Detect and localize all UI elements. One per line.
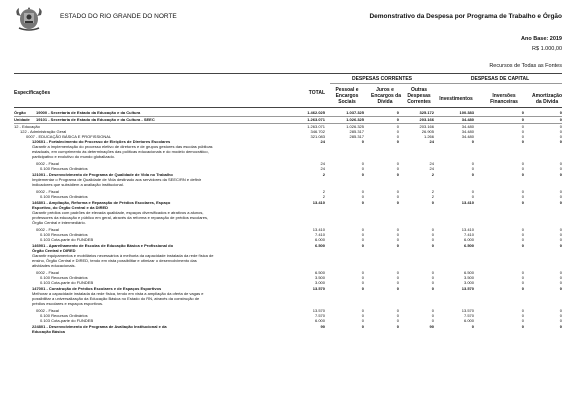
cell-inversoes: 0	[521, 139, 524, 144]
cell-juros: 0	[396, 275, 399, 280]
row-text: atividades educacionais.	[32, 263, 76, 268]
row-text: 0002 - Fiscal	[36, 227, 59, 232]
col-juros: Juros e Encargos da Dívida	[371, 87, 402, 105]
cell-outras: 1.266	[423, 134, 434, 139]
cell-investimentos: 0	[471, 194, 474, 199]
cell-juros: 0	[396, 318, 399, 323]
cell-total: 1.263.071	[307, 124, 325, 129]
cell-inversoes: 0	[521, 280, 524, 285]
cell-pessoal: 0	[361, 200, 364, 205]
cell-amortizacao: 0	[559, 134, 562, 139]
cell-total: 13.410	[312, 200, 325, 205]
cell-outras: 0	[431, 308, 434, 313]
cell-total: 13.570	[312, 286, 325, 291]
cell-inversoes: 0	[521, 166, 524, 171]
cell-amortizacao: 0	[559, 189, 562, 194]
cell-pessoal: 0	[361, 318, 364, 323]
cell-amortizacao: 0	[559, 324, 562, 329]
cell-amortizacao: 0	[559, 124, 562, 129]
cell-amortizacao: 0	[559, 270, 562, 275]
cell-total: 24	[320, 166, 325, 171]
row-text: 0002 - Fiscal	[36, 270, 59, 275]
row-text: 19101 - Secretaria de Estado da Educação e da Cultura - SEEC	[36, 117, 155, 122]
cell-amortizacao: 0	[559, 275, 562, 280]
cell-outras: 0	[431, 318, 434, 323]
cell-total: 1.462.025	[307, 110, 325, 115]
col-investimentos: Investimentos	[439, 96, 473, 102]
cell-total: 24	[320, 161, 325, 166]
cell-investimentos: 0	[471, 189, 474, 194]
cell-pessoal: 0	[361, 194, 364, 199]
cell-juros: 0	[396, 189, 399, 194]
cell-pessoal: 0	[361, 275, 364, 280]
cell-investimentos: 6.000	[463, 237, 474, 242]
cell-total: 6.000	[314, 318, 325, 323]
cell-pessoal: 0	[361, 270, 364, 275]
cell-inversoes: 0	[521, 134, 524, 139]
cell-amortizacao: 0	[559, 286, 562, 291]
currency-unit: R$ 1.000,00	[532, 46, 562, 52]
cell-inversoes: 0	[521, 110, 524, 115]
cell-amortizacao: 0	[559, 243, 562, 248]
cell-total: 6.500	[314, 270, 325, 275]
state-name: ESTADO DO RIO GRANDE DO NORTE	[60, 13, 177, 20]
cell-juros: 0	[396, 324, 399, 329]
cell-investimentos: 0	[471, 161, 474, 166]
cell-pessoal: 0	[361, 286, 364, 291]
cell-pessoal: 285.317	[349, 134, 364, 139]
cell-investimentos: 6.000	[463, 318, 474, 323]
cell-investimentos: 0	[471, 166, 474, 171]
cell-pessoal: 0	[361, 313, 364, 318]
cell-investimentos: 6.500	[463, 243, 474, 248]
cell-juros: 0	[396, 110, 399, 115]
row-text: participativo e evolutivo do mundo globalizado.	[32, 154, 115, 159]
report-title: Demonstrativo da Despesa por Programa de Trabalho e Órgão	[369, 13, 562, 20]
cell-pessoal: 1.026.325	[346, 124, 364, 129]
row-text: indicadores que subsidiem a avaliação institucional.	[32, 182, 124, 187]
cell-total: 7.570	[314, 313, 325, 318]
cell-juros: 0	[396, 232, 399, 237]
row-text: Órgão Central e intermediário.	[32, 220, 86, 225]
cell-inversoes: 0	[521, 232, 524, 237]
cell-investimentos: 100.383	[459, 110, 474, 115]
action-sub-a5	[0, 318, 585, 323]
cell-juros: 0	[396, 308, 399, 313]
col-pessoal: Pessoal e Encargos Sociais	[335, 87, 359, 105]
cell-outras: 0	[431, 200, 434, 205]
cell-inversoes: 0	[521, 313, 524, 318]
cell-total: 2	[322, 189, 325, 194]
cell-outras: 0	[431, 237, 434, 242]
row-text: 0.103 Cota-parte do FUNDEB	[40, 237, 94, 242]
cell-juros: 0	[396, 124, 399, 129]
state-coat-of-arms-icon	[14, 6, 44, 32]
cell-pessoal: 0	[361, 280, 364, 285]
row-text: 0.100 Recursos Ordinários	[40, 166, 88, 171]
cell-pessoal: 285.317	[349, 129, 364, 134]
action-desc-a3	[0, 220, 585, 225]
cell-outras: 0	[431, 227, 434, 232]
row-kind-label: Órgão	[14, 110, 26, 115]
cell-investimentos: 0	[471, 172, 474, 177]
cell-investimentos: 6.500	[463, 270, 474, 275]
action-desc-a5	[0, 301, 585, 306]
cell-amortizacao: 0	[559, 200, 562, 205]
cell-amortizacao: 0	[559, 227, 562, 232]
cell-inversoes: 0	[521, 200, 524, 205]
cell-pessoal: 1.037.325	[346, 110, 364, 115]
cell-total: 13.570	[312, 308, 325, 313]
row-kind-label: Unidade	[14, 117, 30, 122]
action-title-a6	[0, 329, 585, 334]
row-text: 146801 - Ampliação, Reforma e Reparação de Prédios Escolares, Espaço	[32, 200, 171, 205]
cell-juros: 0	[396, 161, 399, 166]
cell-investimentos: 13.410	[461, 227, 474, 232]
cell-juros: 0	[396, 270, 399, 275]
row-text: 224801 - Desenvolvimento de Programa de Avaliação Institucional e da	[32, 324, 167, 329]
cell-juros: 0	[396, 227, 399, 232]
row-text: Educação Básica	[32, 329, 65, 334]
cell-pessoal: 0	[361, 189, 364, 194]
cell-inversoes: 0	[521, 308, 524, 313]
cell-juros: 0	[396, 313, 399, 318]
cell-pessoal: 1.026.325	[346, 117, 364, 122]
row-text: 0002 - Fiscal	[36, 308, 59, 313]
cell-outras: 24	[429, 166, 434, 171]
cell-pessoal: 0	[361, 172, 364, 177]
cell-amortizacao: 0	[559, 308, 562, 313]
cell-amortizacao: 0	[559, 117, 562, 122]
row-text: 120601 - Fortalecimento do Processo de Eleições de Diretores Escolares	[32, 139, 171, 144]
cell-investimentos: 0	[471, 139, 474, 144]
cell-juros: 0	[396, 134, 399, 139]
header-top-rule	[14, 73, 562, 74]
cell-inversoes: 0	[521, 318, 524, 323]
cell-pessoal: 0	[361, 139, 364, 144]
cell-amortizacao: 0	[559, 280, 562, 285]
cell-total: 2	[322, 172, 325, 177]
action-sub-a1	[0, 166, 585, 171]
cell-inversoes: 0	[521, 161, 524, 166]
row-text: Garantir prédios com padrões de elevada qualidade, espaços diversificados e atrativos a alunos,	[32, 210, 204, 215]
cell-outras: 0	[431, 286, 434, 291]
action-desc-a4	[0, 263, 585, 268]
cell-juros: 0	[396, 172, 399, 177]
cell-outras: 24	[429, 161, 434, 166]
cell-investimentos: 34.480	[461, 124, 474, 129]
cell-investimentos: 0	[471, 324, 474, 329]
row-text: 19000 - Secretaria de Estado da Educação e da Cultura	[36, 110, 141, 115]
col-especificacoes: Especificações	[14, 90, 51, 96]
cell-total: 346.702	[310, 129, 325, 134]
cell-outras: 26.905	[421, 129, 434, 134]
row-text: Melhorar a capacidade instalada da rede física, tendo em vista a ampliação da oferta de vagas e	[32, 291, 204, 296]
cell-investimentos: 3.000	[463, 280, 474, 285]
row-text: 0.103 Cota-parte do FUNDEB	[40, 280, 94, 285]
cell-inversoes: 0	[521, 324, 524, 329]
cell-pessoal: 0	[361, 161, 364, 166]
cell-inversoes: 0	[521, 270, 524, 275]
cell-juros: 0	[396, 117, 399, 122]
header-bottom-rule	[14, 107, 562, 108]
cell-outras: 0	[431, 232, 434, 237]
cell-outras: 2	[431, 172, 434, 177]
orgao-row	[0, 110, 585, 115]
cell-investimentos: 7.410	[463, 232, 474, 237]
cell-investimentos: 13.570	[461, 286, 474, 291]
action-sub-a2	[0, 194, 585, 199]
cell-outras: 2	[431, 194, 434, 199]
cell-outras: 0	[431, 270, 434, 275]
row-text: 0.103 Cota-parte do FUNDEB	[40, 318, 94, 323]
row-text: 146901 - Aparelhamento de Escolas de Educação Básica e Profissional do	[32, 243, 174, 248]
row-text: 0.100 Recursos Ordinários	[40, 275, 88, 280]
unidade-row	[0, 117, 585, 122]
cell-pessoal: 0	[361, 227, 364, 232]
cell-juros: 0	[396, 243, 399, 248]
row-text: 0002 - Fiscal	[36, 161, 59, 166]
cell-outras: 2	[431, 189, 434, 194]
cell-amortizacao: 0	[559, 129, 562, 134]
cell-inversoes: 0	[521, 189, 524, 194]
cell-outras: 0	[431, 243, 434, 248]
cell-amortizacao: 0	[559, 161, 562, 166]
group-rule	[330, 83, 562, 84]
row-text: Garantir equipamentos e mobiliários necessários à melhoria da capacidade instalada da rede física de	[32, 253, 214, 258]
cell-outras: 90	[429, 324, 434, 329]
cell-outras: 0	[431, 280, 434, 285]
col-inversoes: Inversões Financeiras	[490, 93, 518, 105]
row-text: 12 - Educação	[14, 124, 40, 129]
row-text: 0.100 Recursos Ordinários	[40, 232, 88, 237]
cell-pessoal: 0	[361, 237, 364, 242]
cell-juros: 0	[396, 237, 399, 242]
cell-juros: 0	[396, 286, 399, 291]
row-text: professores da educação e público em geral, através da reforma e reparação de prédios escolares,	[32, 215, 209, 220]
cell-outras: 0	[431, 313, 434, 318]
group-correntes: DESPESAS CORRENTES	[351, 76, 412, 82]
cell-amortizacao: 0	[559, 232, 562, 237]
cell-amortizacao: 0	[559, 172, 562, 177]
cell-juros: 0	[396, 139, 399, 144]
cell-total: 7.410	[314, 232, 325, 237]
cell-inversoes: 0	[521, 237, 524, 242]
row-text: 122 - Administração Geral	[20, 129, 67, 134]
cell-inversoes: 0	[521, 275, 524, 280]
base-year: Ano Base: 2019	[521, 36, 562, 42]
cell-juros: 0	[396, 200, 399, 205]
row-text: possibilitar a universalização da Educação Básica no Estado do RN, através da construção de	[32, 296, 200, 301]
row-text: Garantir a implementação do processo eletivo de diretores e de grupos gestores das escolas públicas	[32, 144, 213, 149]
cell-total: 1.263.071	[307, 117, 325, 122]
cell-outras: 203.166	[419, 124, 434, 129]
cell-outras: 0	[431, 275, 434, 280]
cell-investimentos: 13.410	[461, 200, 474, 205]
col-amortizacao: Amortização da Dívida	[532, 93, 563, 105]
cell-pessoal: 0	[361, 166, 364, 171]
cell-total: 90	[320, 324, 325, 329]
cell-investimentos: 34.480	[461, 134, 474, 139]
cell-inversoes: 0	[521, 129, 524, 134]
cell-inversoes: 0	[521, 194, 524, 199]
cell-inversoes: 0	[521, 124, 524, 129]
row-text: Órgão Central e DIRED	[32, 248, 76, 253]
row-text: 0.100 Recursos Ordinários	[40, 194, 88, 199]
cell-investimentos: 34.480	[461, 129, 474, 134]
action-sub-a4	[0, 280, 585, 285]
cell-investimentos: 34.480	[461, 117, 474, 122]
row-text: estaduais, em cumprimento às determinações das políticas educacionais e do modelo democrático,	[32, 149, 209, 154]
cell-inversoes: 0	[521, 227, 524, 232]
resource-filter: Recursos de Todas as Fontes	[489, 63, 562, 69]
row-text: prédios escolares e espaços esportivos.	[32, 301, 104, 306]
cell-outras: 203.166	[419, 117, 434, 122]
cell-amortizacao: 0	[559, 237, 562, 242]
cell-total: 3.000	[314, 280, 325, 285]
cell-total: 3.500	[314, 275, 325, 280]
cell-amortizacao: 0	[559, 313, 562, 318]
cell-juros: 0	[396, 280, 399, 285]
group-capital: DESPESAS DE CAPITAL	[470, 76, 530, 82]
cell-amortizacao: 0	[559, 318, 562, 323]
cell-total: 321.083	[310, 134, 325, 139]
cell-pessoal: 0	[361, 232, 364, 237]
cell-total: 2	[322, 194, 325, 199]
row-text: 0007 - EDUCAÇÃO BÁSICA E PROFISSIONAL	[26, 134, 112, 139]
cell-outras: 24	[429, 139, 434, 144]
cell-investimentos: 3.500	[463, 275, 474, 280]
cell-juros: 0	[396, 194, 399, 199]
cell-pessoal: 0	[361, 324, 364, 329]
action-sub-a3	[0, 237, 585, 242]
cell-inversoes: 0	[521, 243, 524, 248]
cell-inversoes: 0	[521, 172, 524, 177]
action-desc-a2	[0, 182, 585, 187]
cell-amortizacao: 0	[559, 139, 562, 144]
cell-juros: 0	[396, 129, 399, 134]
row-text: 0.100 Recursos Ordinários	[40, 313, 88, 318]
row-text: ensino, Órgão Central e DIRED, tendo em vista possibilitar e otimizar o desenvolvimento das	[32, 258, 197, 263]
row-text: 0002 - Fiscal	[36, 189, 59, 194]
cell-pessoal: 0	[361, 308, 364, 313]
cell-amortizacao: 0	[559, 194, 562, 199]
cell-inversoes: 0	[521, 117, 524, 122]
cell-amortizacao: 0	[559, 166, 562, 171]
cell-outras: 325.172	[419, 110, 434, 115]
col-outras: Outras Despesas Correntes	[407, 87, 431, 105]
cell-investimentos: 13.570	[461, 308, 474, 313]
row-text: Implementar o Programa de Qualidade de Vida destinado aos servidores da SEEC/RN e definir	[32, 177, 202, 182]
row-text: 147001 - Construção de Prédios Escolares e de Espaços Esportivos	[32, 286, 162, 291]
cell-juros: 0	[396, 166, 399, 171]
cell-inversoes: 0	[521, 286, 524, 291]
row-text: 121001 - Desenvolvimento de Programa de Qualidade de Vida no Trabalho	[32, 172, 173, 177]
col-total: TOTAL	[308, 90, 325, 96]
row-text: Esportivo, do Órgão Central e da DIRED	[32, 205, 109, 210]
cell-total: 13.410	[312, 227, 325, 232]
cell-total: 24	[320, 139, 325, 144]
cell-investimentos: 7.570	[463, 313, 474, 318]
cell-total: 6.500	[314, 243, 325, 248]
cell-amortizacao: 0	[559, 110, 562, 115]
action-desc-a1	[0, 154, 585, 159]
cell-total: 6.000	[314, 237, 325, 242]
cell-pessoal: 0	[361, 243, 364, 248]
